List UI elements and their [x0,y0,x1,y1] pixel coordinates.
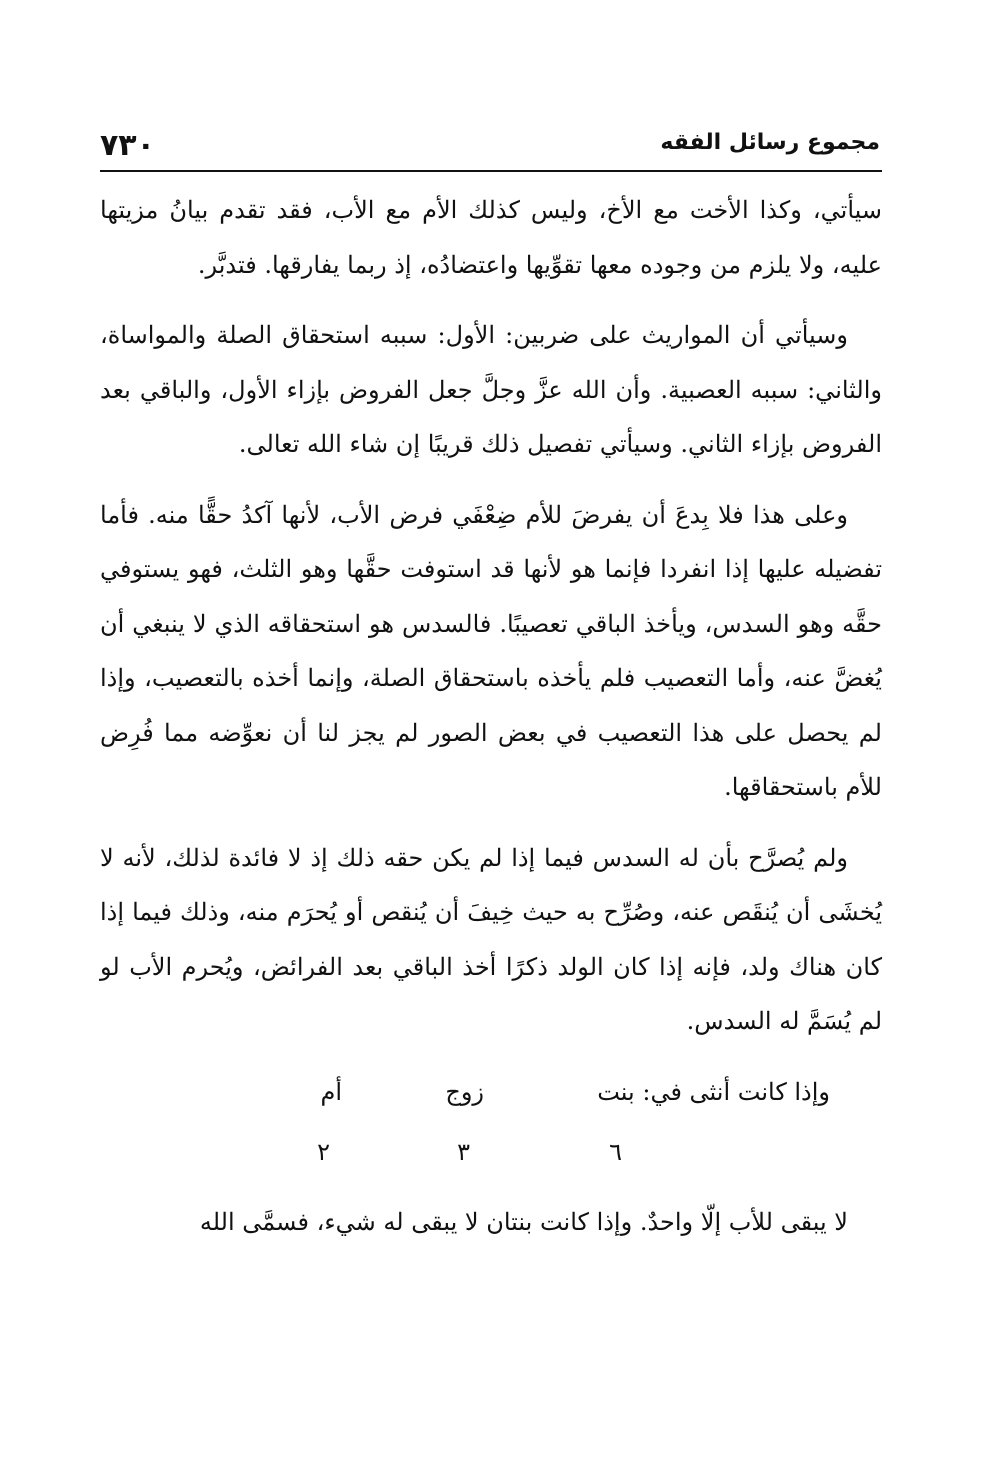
example-label-mother: أم [320,1077,342,1106]
running-title: مجموع رسائل الفقه [660,130,880,155]
paragraph-last: لا يبقى للأب إلّا واحدٌ. وإذا كانت بنتان لا يبقى له شيء، فسمَّى الله [199,1207,848,1236]
share-husband: ٣ [457,1137,470,1166]
paragraph-4: ولم يُصرَّح بأن له السدس فيما إذا لم يكن حقه ذلك إذ لا فائدة لذلك، لأنه لا يُخشَى أن يُنقَص عنه، وصُرِّح به حيث خِيفَ أن يُنقص أو يُحرَم منه، وذلك فيما إذا كان هناك ولد، فإنه إذا كان الولد ذكرًا أخذ الباقي بعد الفرائض، ويُحرم الأب لو لم يُسَمَّ له السدس. [100,843,882,1035]
example-labels-row [100,1065,882,1125]
paragraph-1: سيأتي، وكذا الأخت مع الأخ، وليس كذلك الأم مع الأب، فقد تقدم بيانُ مزيتها عليه، ولا يلزم من وجوده معها تقوِّيها واعتضادُه، إذ ربما يفارقها. فتدبَّر. [100,196,882,279]
paragraph-3: وعلى هذا فلا بِدعَ أن يفرضَ للأم ضِعْفَي فرض الأب، لأنها آكدُ حقًّا منه. فأما تفضيله عليها إذا انفردا فإنما هو لأنها قد استوفت حقَّها وهو الثلث، فهو يستوفي حقَّه وهو السدس، ويأخذ الباقي تعصيبًا. فالسدس هو استحقاقه الذي لا ينبغي أن يُغضَّ عنه، وأما التعصيب فلم يأخذه باستحقاق الصلة، وإنما أخذه بالتعصيب، وإذا لم يحصل على هذا التعصيب في بعض الصور لم يجز لنا أن نعوِّضه مما فُرِض للأم باستحقاقها. [100,500,882,801]
page-body [100,183,882,1265]
paragraph-2: وسيأتي أن المواريث على ضربين: الأول: سببه استحقاق الصلة والمواساة، والثاني: سببه العصبية. وأن الله عزَّ وجلَّ جعل الفروض بإزاء الأول، والباقي بعد الفروض بإزاء الثاني. وسيأتي تفصيل ذلك قريبًا إن شاء الله تعالى. [100,321,882,458]
page-header [100,128,880,168]
example-label-husband: زوج [445,1077,484,1106]
share-mother: ٢ [317,1137,330,1166]
header-rule [100,170,882,172]
share-daughter: ٦ [609,1137,622,1166]
example-shares-row [100,1125,882,1185]
page-number: ٧٣٠ [100,128,155,163]
example-intro: وإذا كانت أنثى في: بنت [597,1077,830,1106]
